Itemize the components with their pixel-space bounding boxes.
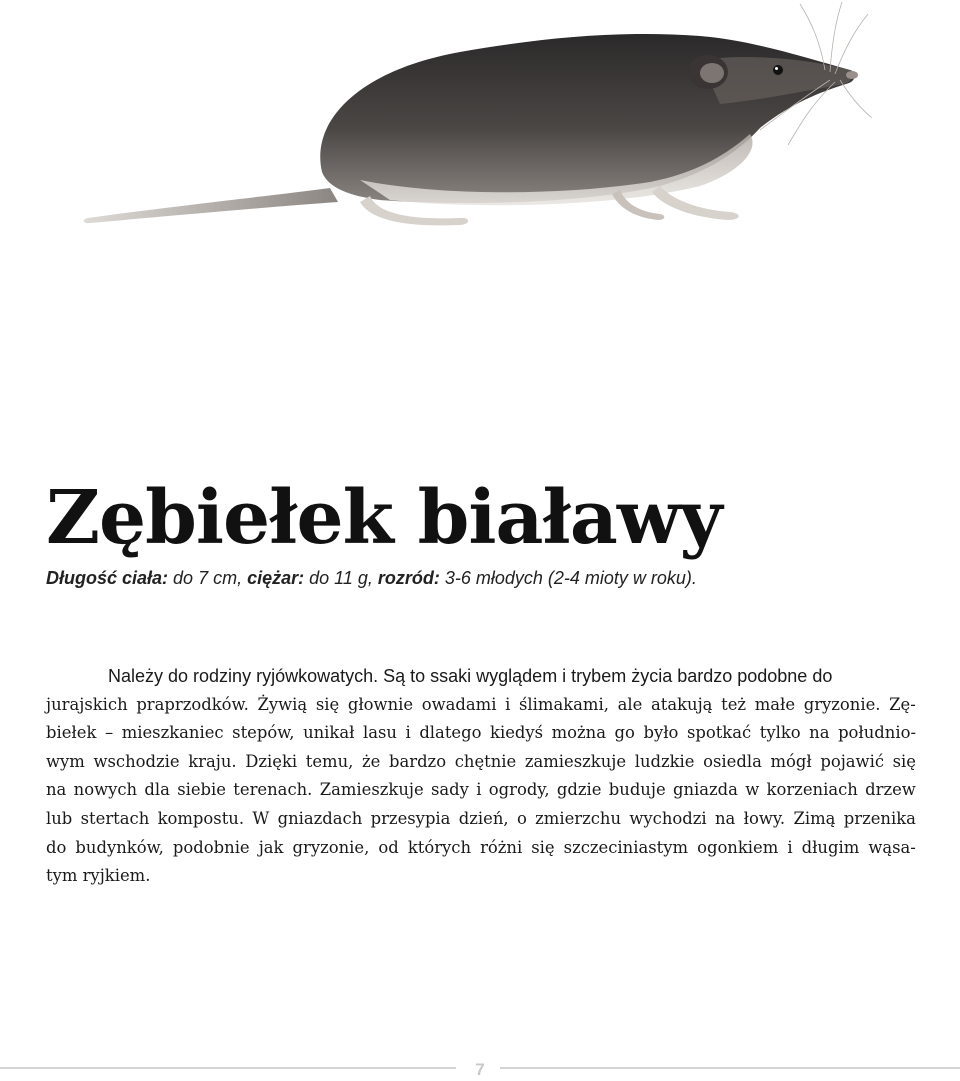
body-word: buduje bbox=[608, 780, 666, 800]
body-word: ogrody, bbox=[488, 780, 550, 800]
body-word: na bbox=[714, 808, 736, 828]
body-word: się bbox=[531, 837, 555, 857]
body-word: ale bbox=[617, 694, 643, 714]
species-facts bbox=[46, 568, 926, 589]
body-word: chętnie bbox=[454, 751, 517, 771]
body-word: ogonkiem bbox=[697, 837, 779, 857]
body-word: mógł bbox=[770, 751, 812, 771]
body-word: ludzkie bbox=[634, 751, 695, 771]
body-word: gniazda bbox=[672, 780, 738, 800]
body-word: dla bbox=[144, 780, 170, 800]
body-word: przenika bbox=[843, 808, 916, 828]
body-word: sady bbox=[430, 780, 469, 800]
body-word: atakują bbox=[650, 694, 713, 714]
page-title: Zębiełek białawy bbox=[46, 475, 722, 561]
body-line bbox=[46, 719, 916, 748]
body-word: gniazdach bbox=[277, 808, 363, 828]
body-word: się bbox=[892, 751, 916, 771]
body-word: i bbox=[476, 780, 482, 800]
body-word: Zamieszkuje bbox=[319, 780, 424, 800]
body-word: długim bbox=[801, 837, 860, 857]
body-word: Żywią bbox=[257, 694, 308, 714]
shrew-illustration bbox=[60, 0, 880, 250]
body-word: szczeciniastym bbox=[563, 837, 689, 857]
body-word: południo- bbox=[838, 723, 916, 743]
body-word: W bbox=[252, 808, 270, 828]
breeding-value: 3-6 młodych (2-4 mioty w roku). bbox=[439, 568, 697, 588]
body-word: wschodzie bbox=[93, 751, 180, 771]
body-word: gdzie bbox=[556, 780, 602, 800]
body-word: kiedyś bbox=[490, 723, 544, 743]
body-word: dlatego bbox=[419, 723, 482, 743]
body-word: stepów, bbox=[232, 723, 295, 743]
body-word: wychodzi bbox=[629, 808, 707, 828]
body-word: podobnie bbox=[172, 837, 250, 857]
body-word: że bbox=[362, 751, 381, 771]
body-word: różni bbox=[480, 837, 523, 857]
body-word: unikał bbox=[303, 723, 355, 743]
body-word: do bbox=[46, 837, 67, 857]
body-word: ślimakami, bbox=[519, 694, 609, 714]
body-line bbox=[46, 748, 916, 777]
body-word: mieszkaniec bbox=[121, 723, 224, 743]
body-word: terenach. bbox=[233, 780, 313, 800]
body-word: siebie bbox=[177, 780, 226, 800]
footer-rule-left bbox=[0, 1067, 456, 1069]
body-line bbox=[46, 805, 916, 834]
page-number: 7 bbox=[475, 1060, 485, 1079]
body-line: tym ryjkiem. bbox=[46, 866, 151, 886]
body-word: małe bbox=[754, 694, 796, 714]
weight-value: do 11 g, bbox=[304, 568, 378, 588]
body-word: biełek bbox=[46, 723, 97, 743]
body-word: dzień, bbox=[458, 808, 509, 828]
footer-rule-right bbox=[500, 1067, 960, 1069]
body-word: i bbox=[405, 723, 411, 743]
weight-label: ciężar: bbox=[247, 568, 305, 588]
body-word: jak bbox=[258, 837, 284, 857]
body-word: kompostu. bbox=[157, 808, 245, 828]
body-word: praprzodków. bbox=[136, 694, 249, 714]
body-line: Należy do rodziny ryjówkowatych. Są to ssaki wyglądem i trybem życia bardzo podobne do bbox=[108, 666, 833, 686]
body-word: Dzięki bbox=[245, 751, 298, 771]
body-word: drzew bbox=[865, 780, 916, 800]
body-word: wąsa- bbox=[868, 837, 916, 857]
body-word: było bbox=[643, 723, 679, 743]
body-word: tylko bbox=[759, 723, 801, 743]
body-word: wym bbox=[46, 751, 85, 771]
body-word: też bbox=[721, 694, 747, 714]
breeding-label: rozród: bbox=[377, 568, 440, 588]
body-word: zmierzchu bbox=[535, 808, 622, 828]
length-label: Długość ciała: bbox=[46, 568, 169, 588]
body-word: gryzonie, bbox=[292, 837, 370, 857]
body-word: łowy. bbox=[743, 808, 786, 828]
body-word: temu, bbox=[305, 751, 354, 771]
body-text bbox=[46, 662, 916, 891]
body-word: gryzonie. bbox=[803, 694, 881, 714]
body-word: od bbox=[378, 837, 399, 857]
body-word: stertach bbox=[80, 808, 150, 828]
body-word: osiedla bbox=[703, 751, 762, 771]
body-word: Zimą bbox=[793, 808, 836, 828]
body-line bbox=[46, 834, 916, 863]
body-word: bardzo bbox=[388, 751, 447, 771]
body-word: można bbox=[551, 723, 606, 743]
body-word: budynków, bbox=[75, 837, 164, 857]
body-word: i bbox=[505, 694, 511, 714]
body-word: głownie bbox=[347, 694, 414, 714]
body-word: owadami bbox=[421, 694, 497, 714]
body-word: i bbox=[787, 837, 793, 857]
body-word: na bbox=[46, 780, 67, 800]
body-line bbox=[46, 691, 916, 720]
body-word: nowych bbox=[73, 780, 138, 800]
body-line bbox=[46, 776, 916, 805]
body-word: kraju. bbox=[188, 751, 237, 771]
length-value: do 7 cm, bbox=[168, 568, 248, 588]
body-word: jurajskich bbox=[46, 694, 128, 714]
body-word: korzeniach bbox=[766, 780, 858, 800]
body-word: na bbox=[809, 723, 830, 743]
body-word: lasu bbox=[362, 723, 397, 743]
body-word: się bbox=[315, 694, 340, 714]
body-word: o bbox=[516, 808, 527, 828]
body-word: zamieszkuje bbox=[524, 751, 627, 771]
body-word: w bbox=[745, 780, 760, 800]
body-word: lub bbox=[46, 808, 73, 828]
body-word: przesypia bbox=[370, 808, 451, 828]
body-word: Zę- bbox=[889, 694, 916, 714]
body-word: go bbox=[614, 723, 635, 743]
body-word: pojawić bbox=[820, 751, 885, 771]
body-word: spotkać bbox=[686, 723, 752, 743]
body-word: których bbox=[407, 837, 472, 857]
body-word: – bbox=[104, 723, 114, 743]
